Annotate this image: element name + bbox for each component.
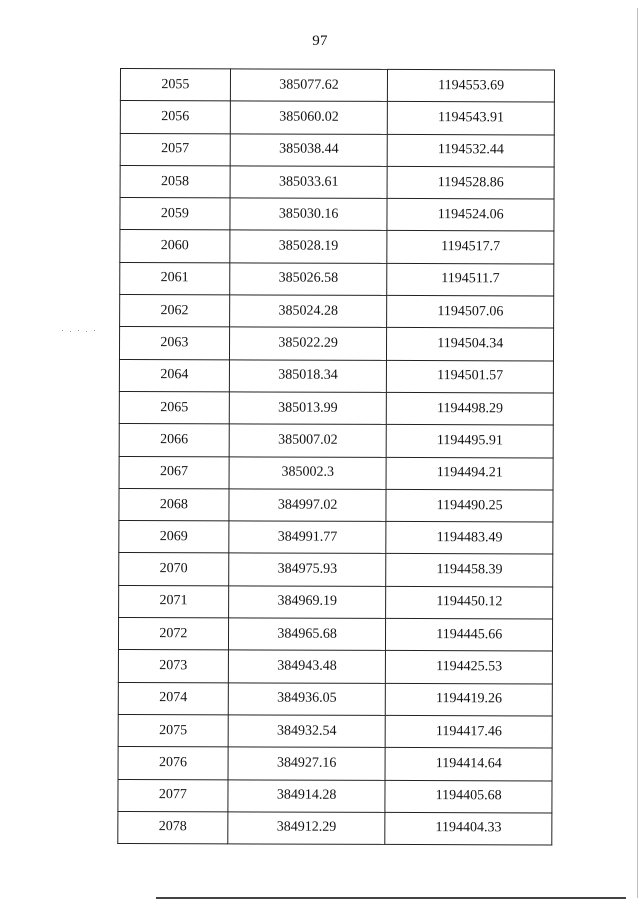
scan-edge-bottom [156,897,626,899]
y-coordinate-cell: 1194404.33 [385,812,552,845]
x-coordinate-cell: 385077.62 [230,69,388,102]
y-coordinate-cell: 1194419.26 [386,683,553,716]
point-number-cell: 2057 [120,133,230,166]
coordinate-table-body [118,69,555,846]
table-row [120,198,554,232]
y-coordinate-cell: 1194504.34 [387,328,554,361]
y-coordinate-cell: 1194498.29 [387,392,554,425]
y-coordinate-cell: 1194417.46 [386,715,553,748]
point-number-cell: 2077 [118,779,228,812]
point-number-cell: 2062 [120,295,230,328]
table-row [119,424,553,458]
table-row [120,133,554,167]
table-row [120,295,554,329]
point-number-cell: 2071 [119,585,229,618]
table-row [119,585,553,619]
scan-dot [62,330,63,331]
table-row [120,230,554,264]
x-coordinate-cell: 385024.28 [229,295,387,328]
y-coordinate-cell: 1194458.39 [386,554,553,587]
table-row [118,650,552,684]
y-coordinate-cell: 1194553.69 [388,69,555,102]
table-row [118,714,552,748]
point-number-cell: 2068 [119,488,229,521]
point-number-cell: 2075 [118,714,228,747]
point-number-cell: 2070 [119,553,229,586]
y-coordinate-cell: 1194524.06 [387,199,554,232]
table-row [118,747,552,781]
point-number-cell: 2076 [118,747,228,780]
table-row [119,456,553,490]
table-row [119,488,553,522]
table-row [119,521,553,555]
page-number: 97 [312,33,328,49]
point-number-cell: 2074 [118,682,228,715]
x-coordinate-cell: 384965.68 [228,618,386,651]
point-number-cell: 2065 [119,391,229,424]
point-number-cell: 2055 [120,69,230,102]
y-coordinate-cell: 1194511.7 [387,263,554,296]
point-number-cell: 2056 [120,101,230,134]
scan-dot [78,330,79,331]
scan-dot [94,330,95,331]
y-coordinate-cell: 1194405.68 [385,780,552,813]
table-row [118,811,552,845]
table-row [120,101,554,135]
y-coordinate-cell: 1194507.06 [387,296,554,329]
y-coordinate-cell: 1194450.12 [386,586,553,619]
coordinate-table [117,68,555,846]
x-coordinate-cell: 385028.19 [230,230,388,263]
x-coordinate-cell: 384936.05 [228,683,386,716]
y-coordinate-cell: 1194445.66 [386,618,553,651]
point-number-cell: 2064 [119,359,229,392]
x-coordinate-cell: 385002.3 [229,456,387,489]
scan-edge-right [637,8,638,898]
point-number-cell: 2066 [119,424,229,457]
y-coordinate-cell: 1194494.21 [386,457,553,490]
x-coordinate-cell: 384969.19 [228,586,386,619]
x-coordinate-cell: 384927.16 [228,747,386,780]
point-number-cell: 2073 [118,650,228,683]
x-coordinate-cell: 384912.29 [228,812,386,845]
table-row [120,165,554,199]
x-coordinate-cell: 385018.34 [229,360,387,393]
point-number-cell: 2060 [120,230,230,263]
y-coordinate-cell: 1194532.44 [388,134,555,167]
table-row [119,327,553,361]
point-number-cell: 2069 [119,521,229,554]
y-coordinate-cell: 1194490.25 [386,489,553,522]
x-coordinate-cell: 385030.16 [230,198,388,231]
table-row [118,682,552,716]
scan-dot [70,331,71,332]
point-number-cell: 2061 [120,262,230,295]
table-row [119,391,553,425]
y-coordinate-cell: 1194501.57 [387,360,554,393]
x-coordinate-cell: 385033.61 [230,166,388,199]
point-number-cell: 2059 [120,198,230,231]
point-number-cell: 2058 [120,165,230,198]
x-coordinate-cell: 385038.44 [230,133,388,166]
y-coordinate-cell: 1194495.91 [387,425,554,458]
point-number-cell: 2078 [118,811,228,844]
x-coordinate-cell: 384997.02 [229,489,387,522]
y-coordinate-cell: 1194425.53 [386,651,553,684]
y-coordinate-cell: 1194414.64 [385,748,552,781]
x-coordinate-cell: 384991.77 [229,521,387,554]
x-coordinate-cell: 385013.99 [229,392,387,425]
x-coordinate-cell: 385007.02 [229,424,387,457]
x-coordinate-cell: 385026.58 [230,263,388,296]
table-row [118,779,552,813]
table-row [120,262,554,296]
table-row [120,69,554,103]
x-coordinate-cell: 384932.54 [228,715,386,748]
x-coordinate-cell: 384914.28 [228,779,386,812]
x-coordinate-cell: 384975.93 [229,553,387,586]
x-coordinate-cell: 385060.02 [230,101,388,134]
table-row [119,553,553,587]
x-coordinate-cell: 384943.48 [228,650,386,683]
point-number-cell: 2063 [119,327,229,360]
y-coordinate-cell: 1194517.7 [387,231,554,264]
y-coordinate-cell: 1194483.49 [386,522,553,555]
point-number-cell: 2072 [118,618,228,651]
x-coordinate-cell: 385022.29 [229,327,387,360]
scan-dot [86,331,87,332]
y-coordinate-cell: 1194543.91 [388,102,555,135]
table-row [118,618,552,652]
table-row [119,359,553,393]
y-coordinate-cell: 1194528.86 [387,166,554,199]
point-number-cell: 2067 [119,456,229,489]
